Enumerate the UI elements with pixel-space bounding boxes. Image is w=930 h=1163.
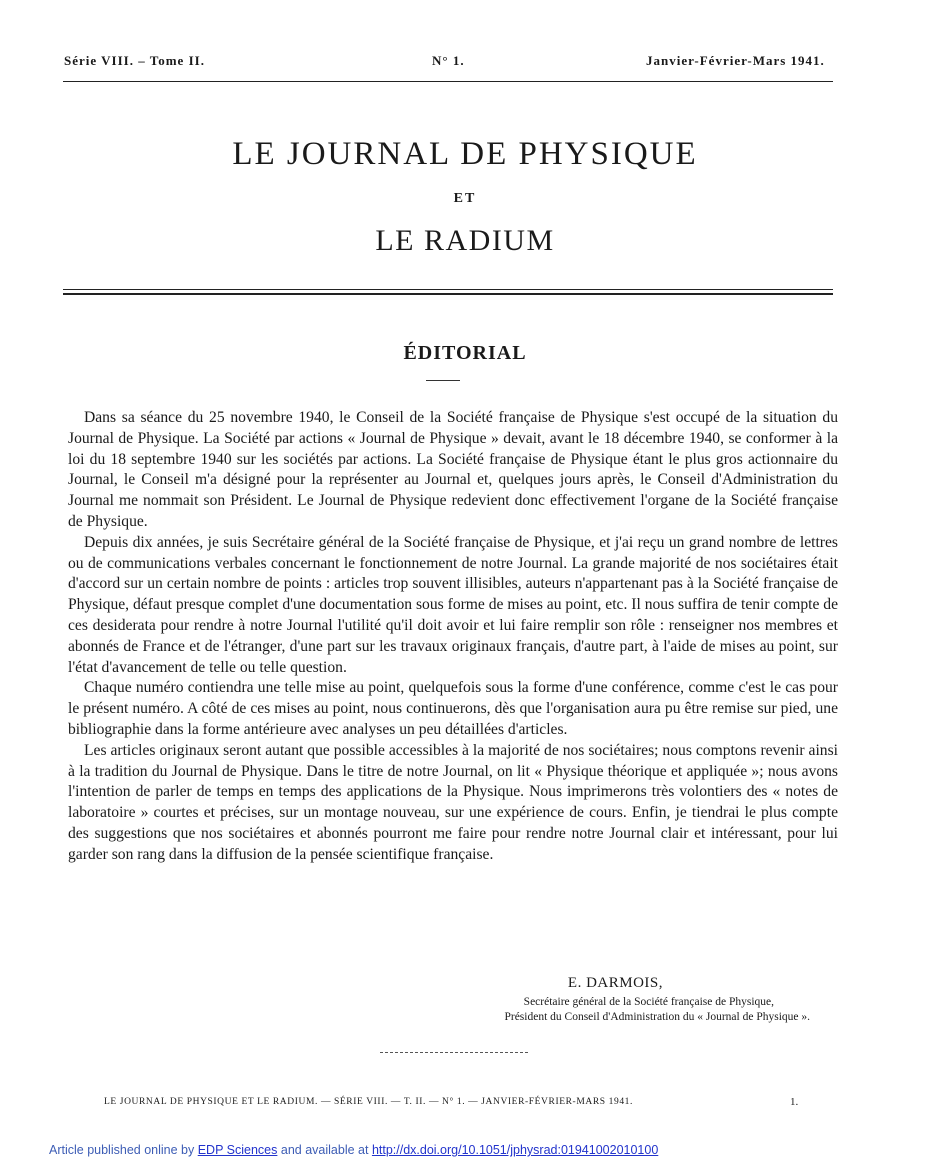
author-role-1: Secrétaire général de la Société française de Physique, [523,996,774,1008]
closing-divider [380,1052,528,1054]
publisher-middle: and available at [280,1143,369,1157]
publisher-note [49,1143,658,1157]
editorial-heading: ÉDITORIAL [403,342,527,364]
journal-title-conjunction: ET [453,191,477,206]
publisher-prefix: Article published online by [49,1143,195,1157]
paragraph-2: Depuis dix années, je suis Secrétaire général de la Société française de Physique, et j'ai reçu un grand nombre de lettres ou de communications verbales concernant le fonctionnement de notre Journal. La grande majorité de nos sociétaires était d'accord sur un certain nombre de points : articles trop souvent illisibles, auteurs n'appartenant pas à la Société française de Physique, défaut presque complet d'une documentation sous forme de mises au point, etc. Il nous suffira de tenir compte de ces desiderata pour rendre à notre Journal l'utilité qu'il doit avoir et lui faire remplir son rôle : renseigner nos membres et abonnés de France et de l'étranger, d'une part sur les travaux originaux français, d'autre part, à l'aide de mises au point, sur l'état d'avancement de telle ou telle question. [68,533,838,676]
doi-link[interactable]: http://dx.doi.org/10.1051/jphysrad:01941002010100 [371,1143,659,1157]
journal-subtitle: LE RADIUM [375,224,555,257]
issue-number: N° 1. [432,53,465,68]
editorial-body [68,408,838,866]
paragraph-3: Chaque numéro contiendra une telle mise au point, quelquefois sous la forme d'une conférence, comme c'est le cas pour le présent numéro. A côté de ces mises au point, nous continuerons, dès que l'organisation aura pu être remise sur pied, une bibliographie dans la forme antérieure avec analyses un peu détaillées d'articles. [68,679,838,738]
author-role-2: Président du Conseil d'Administration du « Journal de Physique ». [504,1011,810,1023]
issue-date: Janvier-Février-Mars 1941. [646,53,825,68]
edp-sciences-link[interactable]: EDP Sciences [197,1143,278,1157]
masthead-rule-bottom [63,293,833,295]
author-name: E. DARMOIS, [567,975,663,991]
journal-title: LE JOURNAL DE PHYSIQUE [232,136,698,172]
series-volume: Série VIII. – Tome II. [64,53,205,68]
masthead-rule-top [63,289,833,290]
heading-divider [426,380,460,381]
header-rule [63,81,833,82]
running-footer: LE JOURNAL DE PHYSIQUE ET LE RADIUM. — SÉRIE VIII. — T. II. — N° 1. — JANVIER-FÉVRIER-MARS 1941. [104,1097,633,1107]
page-number: 1. [790,1096,799,1108]
paragraph-4: Les articles originaux seront autant que possible accessibles à la majorité de nos sociétaires; nous comptons revenir ainsi à la tradition du Journal de Physique. Dans le titre de notre Journal, on lit « Physique théorique et appliquée »; nous avons l'intention de parler de temps en temps des applications de la Physique. Nous imprimerons très volontiers des « notes de laboratoire » courtes et précises, sur un montage nouveau, sur une expérience de cours. Enfin, je tiendrai le plus compte des suggestions que nos sociétaires et abonnés pourront me faire pour rendre notre Journal clair et intéressant, pour lui garder son rang dans la diffusion de la pensée scientifique française. [68,741,838,863]
paragraph-1: Dans sa séance du 25 novembre 1940, le Conseil de la Société française de Physique s'est occupé de la situation du Journal de Physique. La Société par actions « Journal de Physique » devait, avant le 18 décembre 1940, se conformer à la loi du 18 septembre 1940 sur les sociétés par actions. La Société française de Physique étant le plus gros actionnaire du Journal, le Conseil m'a désigné pour la représenter au Journal et, quelques jours après, le Conseil d'Administration du Journal me nommait son Président. Le Journal de Physique redevient donc effectivement l'organe de la Société française de Physique. [68,409,838,530]
